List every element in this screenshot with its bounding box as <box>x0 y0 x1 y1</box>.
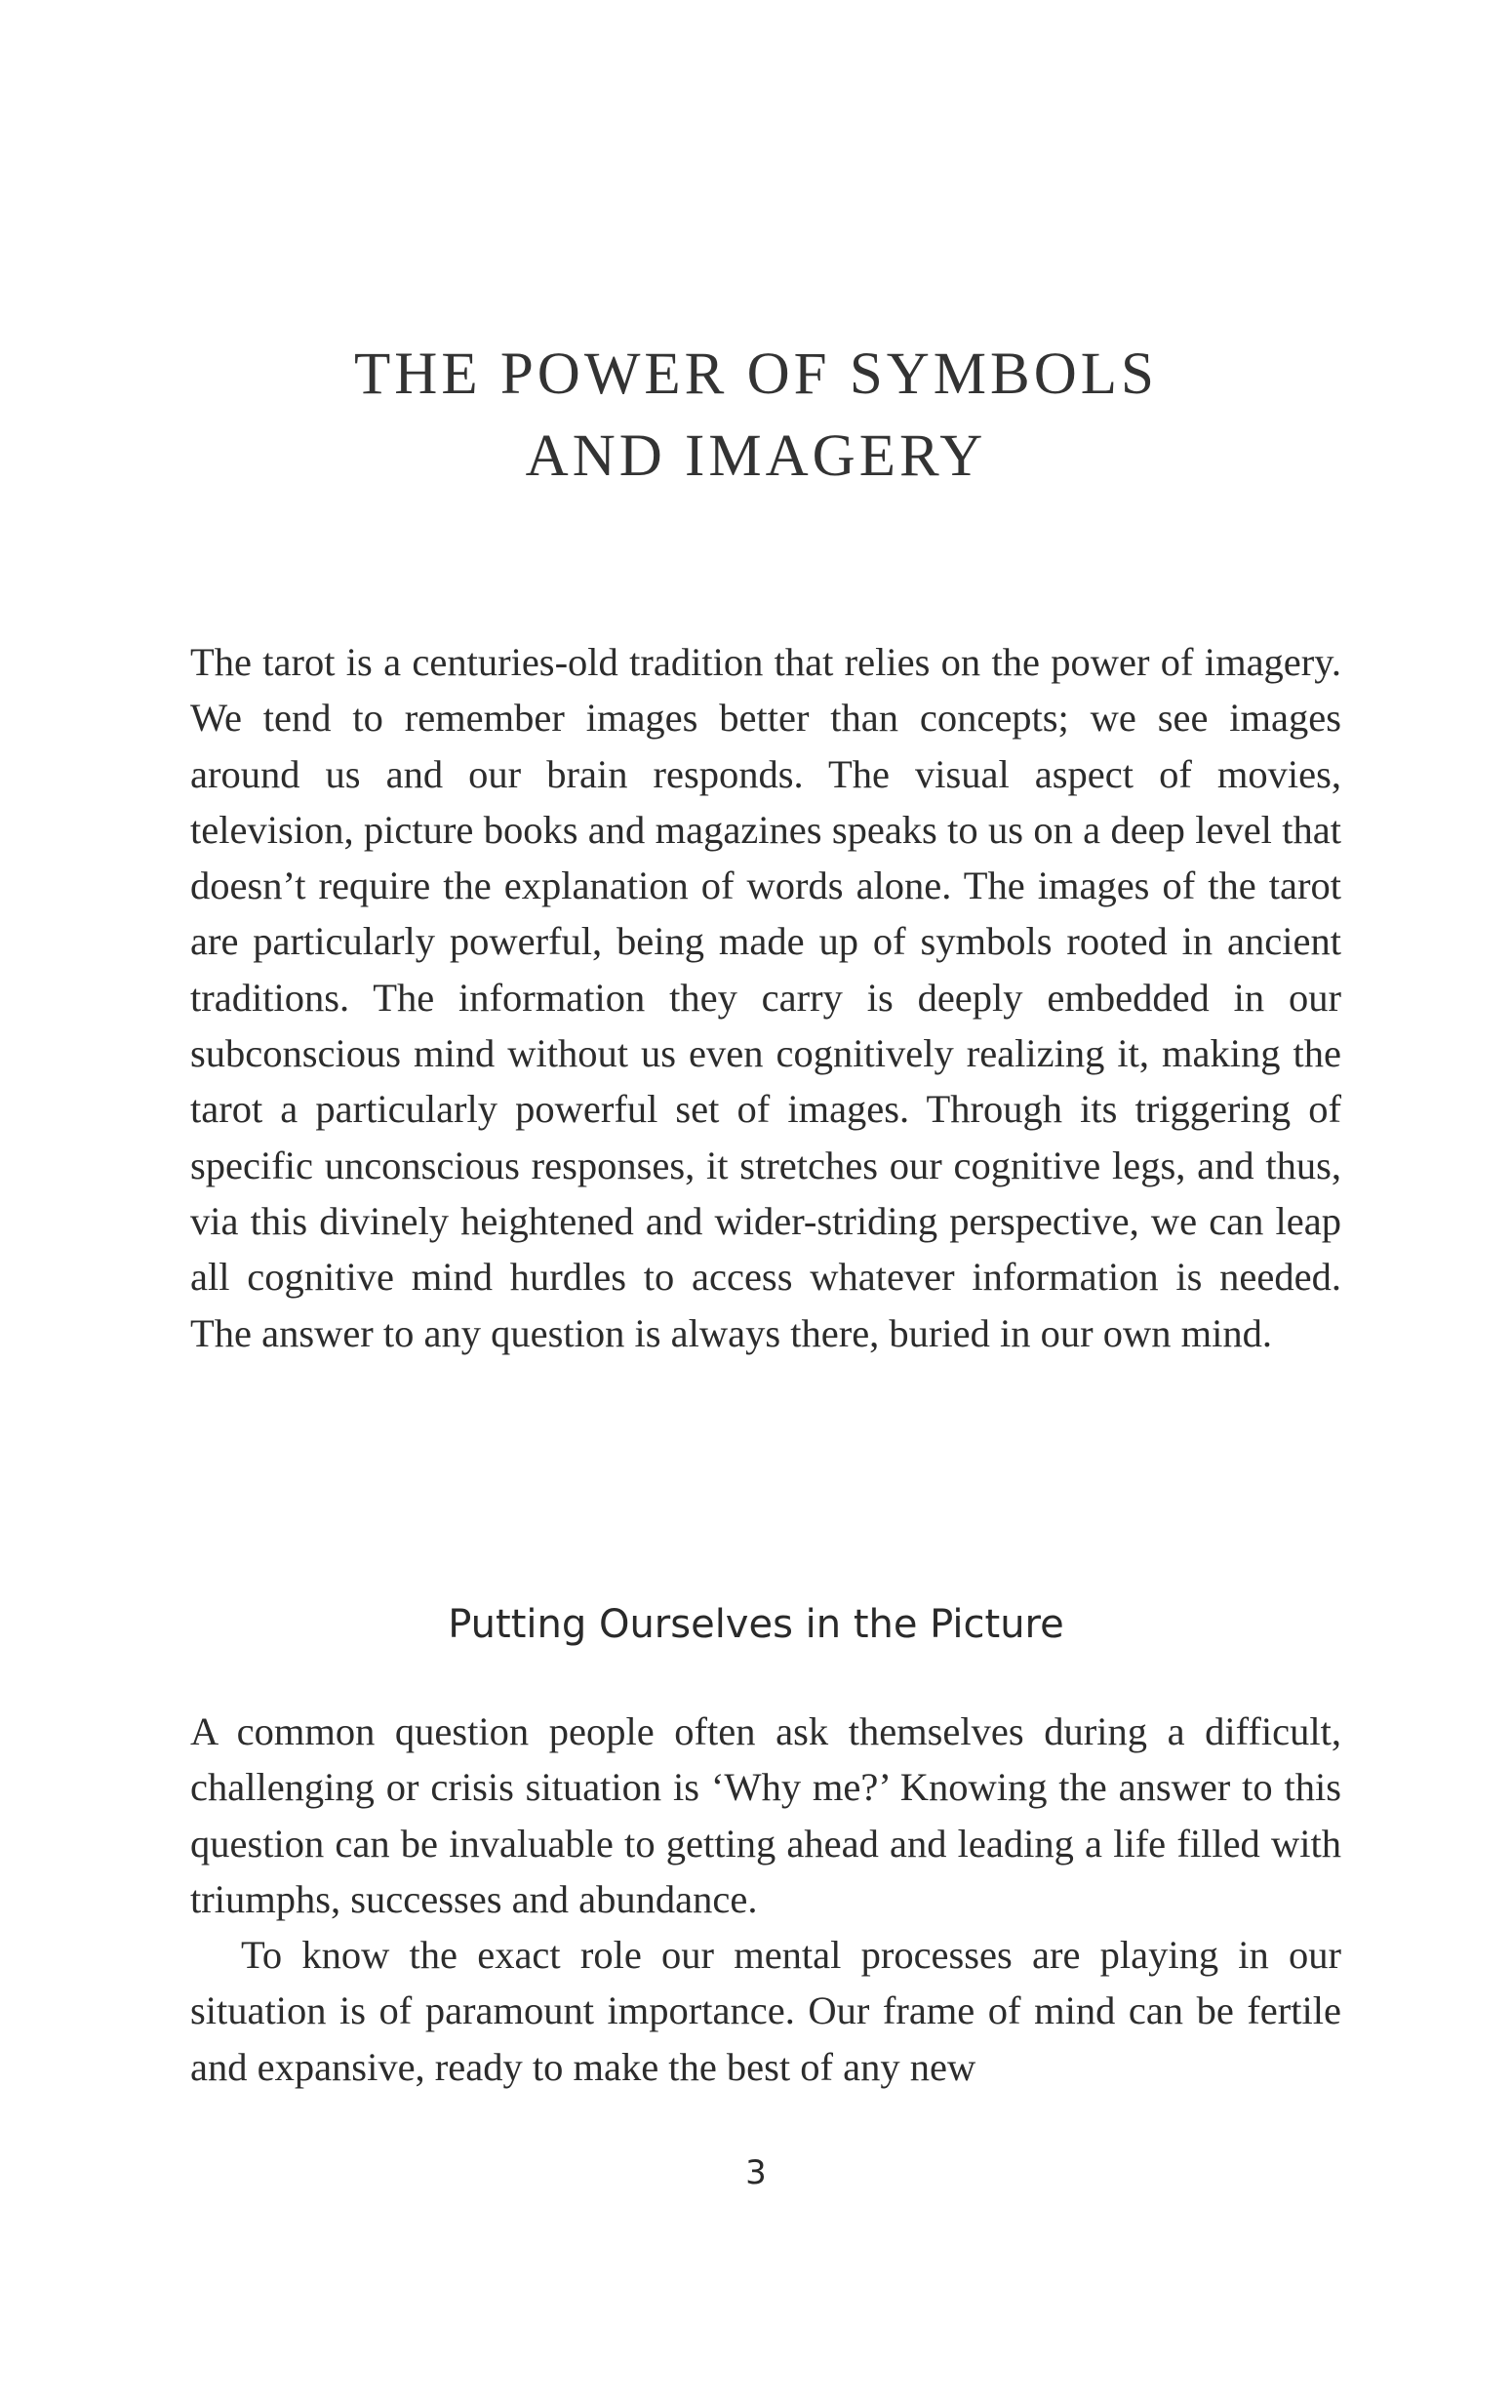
intro-paragraph: The tarot is a centuries-old tradition that relies on the power of imagery. We tend to remember images better than concepts; we see images around us and our brain responds. The visual aspect of movies, television, picture books and magazines speaks to us on a deep level that doesn’t require the explanation of words alone. The images of the tarot are particularly powerful, being made up of symbols rooted in ancient traditions. The information they carry is deeply embedded in our subconscious mind without us even cognitively realizing it, making the tarot a particularly powerful set of images. Through its triggering of specific unconscious responses, it stretches our cognitive legs, and thus, via this divinely heightened and wider-striding perspective, we can leap all cognitive mind hurdles to access whatever information is needed. The answer to any question is always there, buried in our own mind. <box>190 640 1341 1355</box>
intro-section <box>190 634 1341 1361</box>
chapter-title-line-2: AND IMAGERY <box>525 423 987 489</box>
chapter-title <box>0 334 1512 498</box>
section-paragraph-2: To know the exact role our mental processes are playing in our situation is of paramount importance. Our frame of mind can be fertile and expansive, ready to make the best of any new <box>190 1933 1341 2089</box>
section-body <box>190 1704 1341 2095</box>
chapter-title-line-1: THE POWER OF SYMBOLS <box>354 341 1158 407</box>
section-heading: Putting Ourselves in the Picture <box>448 1602 1064 1647</box>
section-paragraph-1: A common question people often ask themselves during a difficult, challenging or crisis situation is ‘Why me?’ Knowing the answer to this question can be invaluable to getting ahead and leading a life filled with triumphs, successes and abundance. <box>190 1709 1341 1921</box>
page-number: 3 <box>745 2153 767 2192</box>
